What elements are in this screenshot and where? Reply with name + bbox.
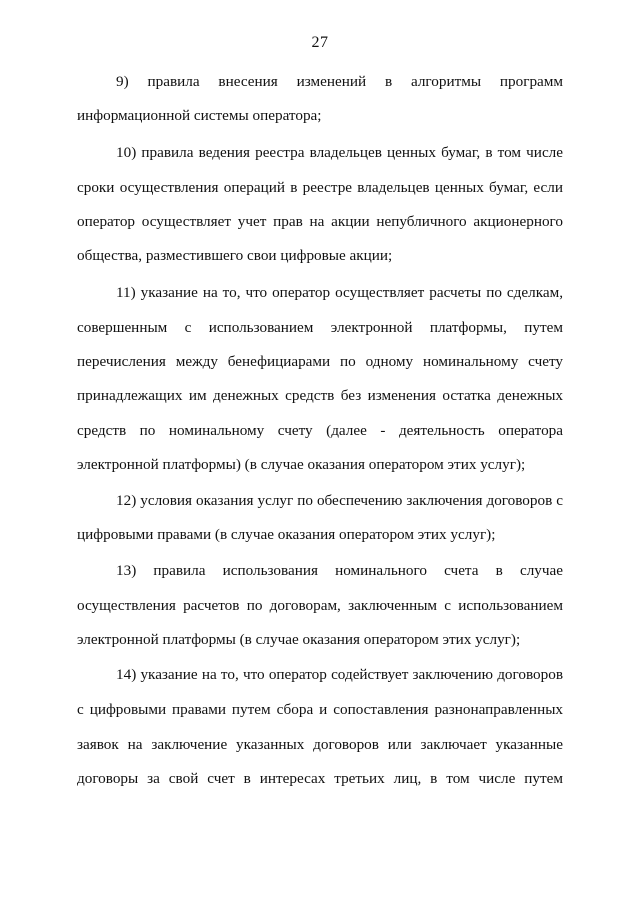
text-line: 14) указание на то, что оператор содействует заключению договоров: [116, 666, 563, 683]
text-line: договоры за свой счет в интересах третьих лиц, в том числе путем: [77, 770, 563, 787]
page-number: 27: [311, 34, 329, 51]
text-line: совершенным с использованием электронной платформы, путем: [77, 319, 563, 336]
text-line: электронной платформы (в случае оказания оператором этих услуг);: [77, 631, 521, 648]
text-line: информационной системы оператора;: [77, 107, 322, 124]
text-line: цифровыми правами (в случае оказания оператором этих услуг);: [77, 526, 496, 543]
text-line: с цифровыми правами путем сбора и сопоставления разнонаправленных: [77, 701, 563, 718]
text-line: перечисления между бенефициарами по одному номинальному счету: [77, 353, 563, 370]
text-line: 10) правила ведения реестра владельцев ценных бумаг, в том числе: [116, 144, 563, 161]
text-line: 9) правила внесения изменений в алгоритмы программ: [116, 73, 563, 90]
text-line: электронной платформы) (в случае оказания оператором этих услуг);: [77, 456, 526, 473]
text-line: оператор осуществляет учет прав на акции непубличного акционерного: [77, 213, 563, 230]
text-line: 13) правила использования номинального счета в случае: [116, 562, 563, 579]
text-line: сроки осуществления операций в реестре владельцев ценных бумаг, если: [77, 179, 563, 196]
text-line: заявок на заключение указанных договоров или заключает указанные: [77, 736, 563, 753]
text-line: средств по номинальному счету (далее - деятельность оператора: [77, 422, 563, 439]
text-line: принадлежащих им денежных средств без изменения остатка денежных: [77, 387, 563, 404]
text-line: 11) указание на то, что оператор осуществляет расчеты по сделкам,: [116, 284, 563, 301]
text-line: 12) условия оказания услуг по обеспечению заключения договоров с: [116, 492, 563, 509]
text-line: осуществления расчетов по договорам, заключенным с использованием: [77, 597, 563, 614]
text-line: общества, разместившего свои цифровые акции;: [77, 247, 393, 264]
